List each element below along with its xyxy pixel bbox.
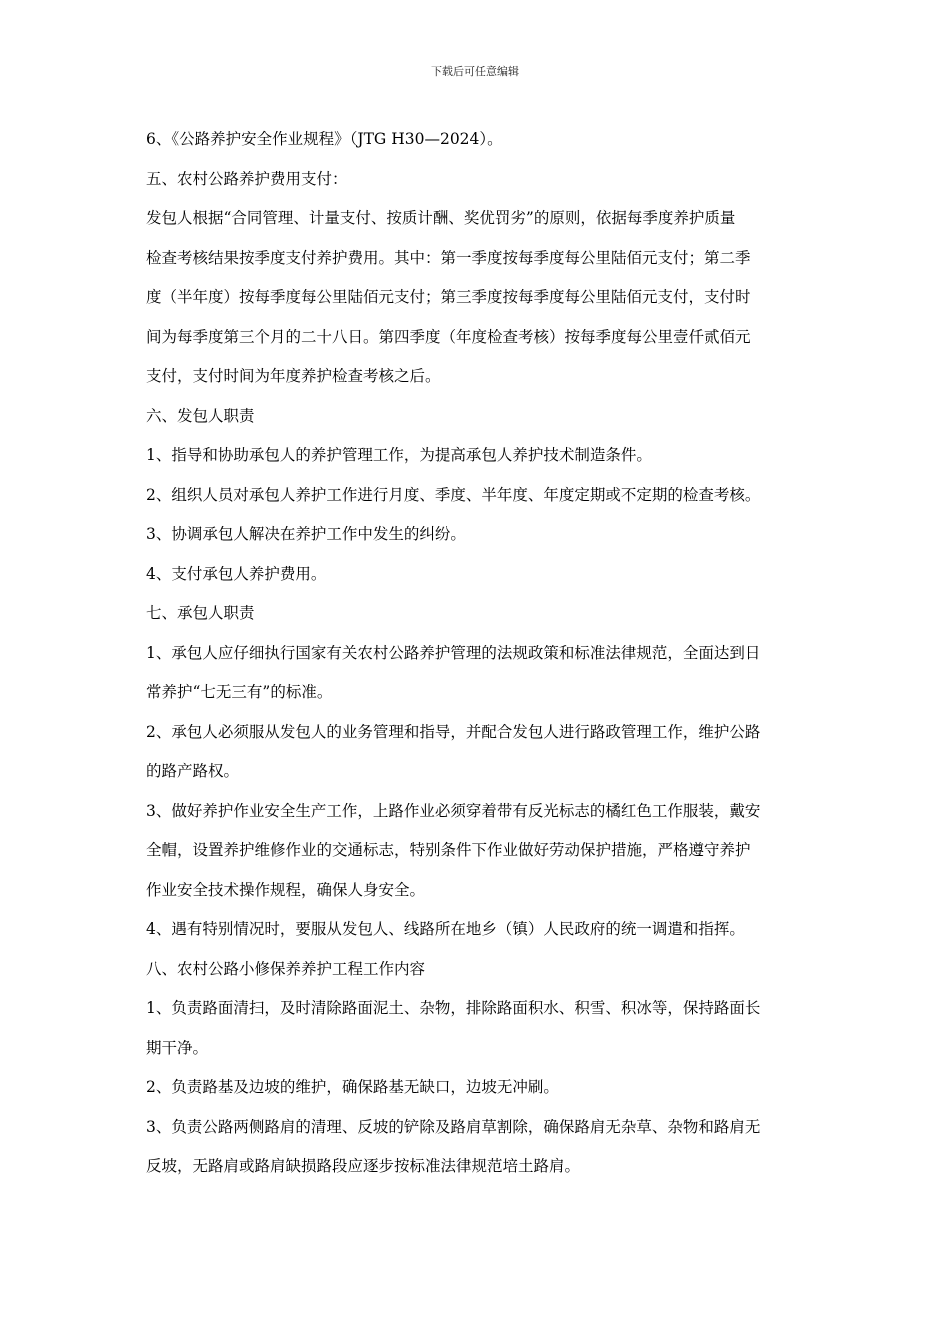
text-line: 检查考核结果按季度支付养护费用。其中：第一季度按每季度每公里陆佰元支付；第二季 bbox=[146, 248, 751, 267]
text-line: 1、负责路面清扫，及时清除路面泥土、杂物，排除路面积水、积雪、积冰等，保持路面长 bbox=[146, 999, 761, 1017]
text-line: 2、负责路基及边坡的维护，确保路基无缺口，边坡无冲刷。 bbox=[146, 1078, 559, 1096]
text-line: 作业安全技术操作规程，确保人身安全。 bbox=[146, 880, 426, 899]
page-header-note: 下载后可任意编辑 bbox=[431, 65, 519, 78]
text-line: 间为每季度第三个月的二十八日。第四季度（年度检查考核）按每季度每公里壹仟贰佰元 bbox=[146, 327, 751, 346]
text-line: 3、协调承包人解决在养护工作中发生的纠纷。 bbox=[146, 525, 466, 543]
text-line: 全帽，设置养护维修作业的交通标志，特别条件下作业做好劳动保护措施，严格遵守养护 bbox=[146, 841, 751, 859]
text-line: 3、做好养护作业安全生产工作，上路作业必须穿着带有反光标志的橘红色工作服装，戴安 bbox=[146, 801, 761, 820]
section-heading: 八、农村公路小修保养养护工程工作内容 bbox=[146, 959, 426, 978]
text-line: 度（半年度）按每季度每公里陆佰元支付；第三季度按每季度每公里陆佰元支付，支付时 bbox=[146, 288, 751, 306]
text-line: 常养护“七无三有”的标准。 bbox=[146, 683, 333, 701]
text-line: 4、支付承包人养护费用。 bbox=[146, 564, 327, 583]
text-line: 3、负责公路两侧路肩的清理、反坡的铲除及路肩草割除，确保路肩无杂草、杂物和路肩无 bbox=[146, 1117, 761, 1136]
text-line: 发包人根据“合同管理、计量支付、按质计酬、奖优罚劣”的原则，依据每季度养护质量 bbox=[146, 209, 736, 227]
text-line: 的路产路权。 bbox=[146, 762, 240, 780]
text-line: 6、《公路养护安全作业规程》（JTG H30—2024）。 bbox=[146, 130, 503, 148]
text-line: 期干净。 bbox=[146, 1038, 209, 1057]
text-line: 2、承包人必须服从发包人的业务管理和指导，并配合发包人进行路政管理工作，维护公路 bbox=[146, 722, 761, 741]
text-line: 1、指导和协助承包人的养护管理工作，为提高承包人养护技术制造条件。 bbox=[146, 446, 652, 464]
text-line: 1、承包人应仔细执行国家有关农村公路养护管理的法规政策和标准法律规范，全面达到日 bbox=[146, 643, 761, 662]
text-line: 反坡，无路肩或路肩缺损路段应逐步按标准法律规范培土路肩。 bbox=[146, 1157, 581, 1175]
section-heading: 七、承包人职责 bbox=[146, 604, 255, 622]
section-heading: 五、农村公路养护费用支付： bbox=[146, 169, 348, 188]
text-line: 2、组织人员对承包人养护工作进行月度、季度、半年度、年度定期或不定期的检查考核。 bbox=[146, 485, 761, 504]
document-body bbox=[146, 120, 811, 1187]
section-heading: 六、发包人职责 bbox=[146, 406, 255, 425]
text-line: 支付，支付时间为年度养护检查考核之后。 bbox=[146, 367, 441, 385]
text-line: 4、遇有特别情况时，要服从发包人、线路所在地乡（镇）人民政府的统一调遣和指挥。 bbox=[146, 920, 745, 938]
